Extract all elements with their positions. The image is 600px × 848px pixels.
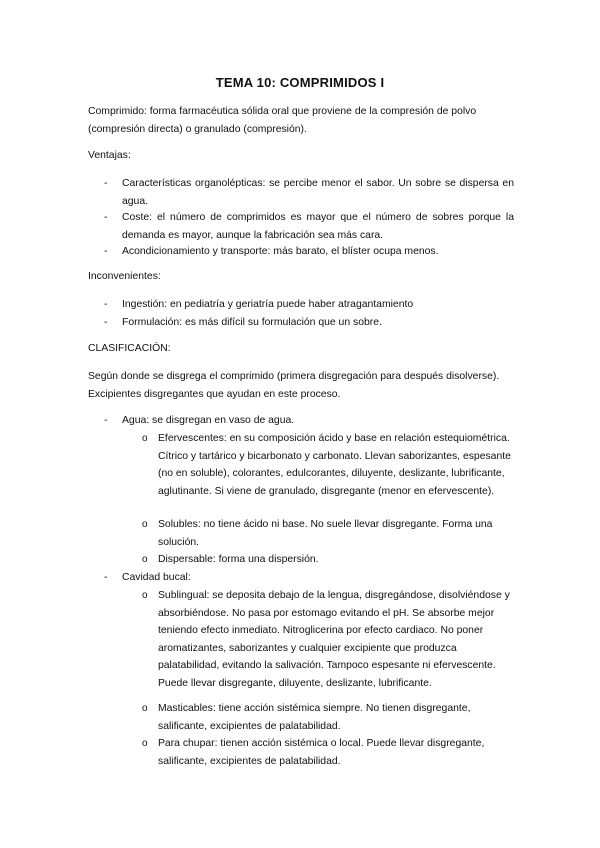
bullet-dash: - <box>104 317 108 328</box>
bullet-dash: - <box>104 572 108 583</box>
inconveniente-item-formulacion: Formulación: es más difícil su formulación que un sobre. <box>122 317 382 328</box>
group-cavidad-bucal-label: Cavidad bucal: <box>122 572 191 583</box>
group-agua-label: Agua: se disgregan en vaso de agua. <box>122 415 295 426</box>
ventaja-item-organolepticas: Características organolépticas: se percibe menor el sabor. Un sobre se dispersa en agua. <box>122 178 514 207</box>
bullet-dash: - <box>104 246 108 257</box>
bullet-dash: - <box>104 299 108 310</box>
sub-bullet: o <box>142 703 148 714</box>
clasificacion-heading: CLASIFICACIÓN: <box>88 343 171 354</box>
ventaja-item-coste: Coste: el número de comprimidos es mayor que el número de sobres porque la demanda es mayor, aunque la fabricación sea más cara. <box>122 212 514 241</box>
agua-item-efervescentes: Efervescentes: en su composición ácido y base en relación estequiométrica. Cítrico y tartárico y bicarbonato y carbonato. Llevan saborizantes, espesante (no en soluble), colorantes, edulcorantes, diluyente, deslizante, lubrificante, aglutinante. Si viene de granulado, disgregante (menor en efervescente). <box>158 433 511 497</box>
agua-item-solubles: Solubles: no tiene ácido ni base. No suele llevar disgregante. Forma una solución. <box>158 519 493 548</box>
agua-item-dispersable: Dispersable: forma una dispersión. <box>158 554 319 565</box>
clasificacion-intro: Según donde se disgrega el comprimido (primera disgregación para después disolverse). Excipientes disgregantes que ayudan en este proceso. <box>88 371 500 400</box>
sub-bullet: o <box>142 738 148 749</box>
sub-bullet: o <box>142 554 148 565</box>
sub-bullet: o <box>142 590 148 601</box>
bucal-item-masticables: Masticables: tiene acción sistémica siempre. No tienen disgregante, salificante, excipientes de palatabilidad. <box>158 703 471 732</box>
ventaja-item-acondicionamiento: Acondicionamiento y transporte: más barato, el blíster ocupa menos. <box>122 246 439 257</box>
sub-bullet: o <box>142 433 148 444</box>
bullet-dash: - <box>104 178 108 189</box>
intro-paragraph: Comprimido: forma farmacéutica sólida oral que proviene de la compresión de polvo (compresión directa) o granulado (compresión). <box>88 106 477 135</box>
page-title: TEMA 10: COMPRIMIDOS I <box>215 75 385 90</box>
sub-bullet: o <box>142 519 148 530</box>
bucal-item-sublingual: Sublingual: se deposita debajo de la lengua, disgregándose, disolviéndose y absorbiéndose. No pasa por estomago evitando el pH. Se absorbe mejor teniendo efecto inmediato. Nitroglicerina por efecto cardiaco. No poner aromatizantes, saborizantes y cualquier excipiente que produzca palatabilidad, evitando la salivación. Tampoco espesante ni efervescente. Puede llevar disgregante, diluyente, deslizante, lubrificante. <box>158 590 510 689</box>
inconveniente-item-ingestion: Ingestión: en pediatría y geriatría puede haber atragantamiento <box>122 299 414 310</box>
bullet-dash: - <box>104 415 108 426</box>
bullet-dash: - <box>104 212 108 223</box>
inconvenientes-heading: Inconvenientes: <box>88 271 161 282</box>
bucal-item-para-chupar: Para chupar: tienen acción sistémica o local. Puede llevar disgregante, salificante, excipientes de palatabilidad. <box>158 738 485 767</box>
ventajas-heading: Ventajas: <box>88 150 131 161</box>
